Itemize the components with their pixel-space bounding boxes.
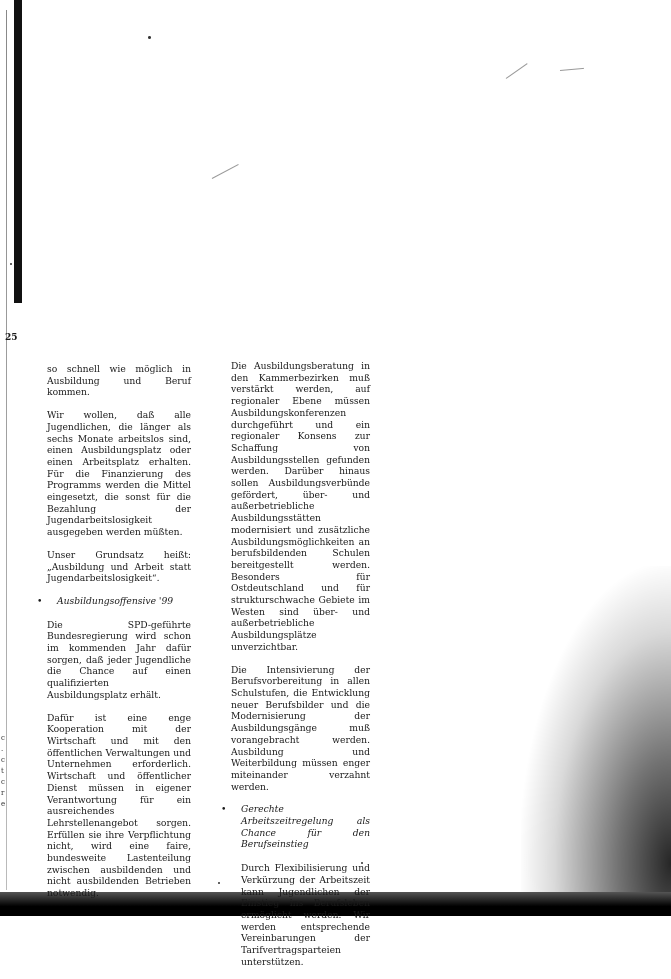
scan-scratch bbox=[212, 164, 239, 179]
paragraph: Durch Flexibilisierung und Verkürzung der Arbeitszeit kann Jugendlichen der Einstieg ins Berufsleben ermöglicht werden. Wir werden entsprechende Vereinbarungen der Tarifvertragsparteien unterstützen. bbox=[241, 863, 370, 968]
left-column bbox=[37, 364, 191, 911]
paragraph: so schnell wie möglich in Ausbildung und Beruf kommen. bbox=[47, 364, 191, 399]
scan-speck bbox=[218, 882, 220, 884]
right-column bbox=[221, 361, 370, 979]
scan-speck bbox=[10, 263, 12, 265]
binding-shadow bbox=[14, 0, 22, 303]
section-heading bbox=[221, 804, 370, 851]
scan-scratch bbox=[560, 68, 584, 71]
paragraph: Dafür ist eine enge Kooperation mit der Wirtschaft und mit den öffentlichen Verwaltungen und Unternehmen erforderlich. Wirtschaft und öffentlicher Dienst müssen in eigener Verantwortung für ein ausreichendes Lehrstellenangebot sorgen. Erfüllen sie ihre Verpflichtung nicht, wird eine faire, bundesweite Lastenteilung zwischen ausbildenden und nicht ausbildenden Betrieben notwendig. bbox=[47, 712, 191, 900]
section-heading-text: Gerechte Arbeitszeitregelung als Chance für den Berufseinstieg bbox=[241, 804, 370, 851]
paragraph: Die Ausbildungsberatung in den Kammerbezirken muß verstärkt werden, auf regionaler Ebene müssen Ausbildungskonferenzen durchgeführt und ein regionaler Konsens zur Schaffung von Ausbildungsstellen gefunden werden. Darüber hinaus sollen Ausbildungsverbünde gefördert, über- und außerbetriebliche Ausbildungsstätten modernisiert und zusätzliche Ausbildungsmöglichkeiten an berufsbildenden Schulen bereitgestellt werden. Besonders für Ostdeutschland und für strukturschwache Gebiete im Westen sind über- und außerbetriebliche Ausbildungsplätze unverzichtbar. bbox=[231, 361, 370, 653]
margin-marks: c . c t c r e bbox=[1, 734, 6, 808]
paragraph: Die SPD-geführte Bundesregierung wird schon im kommenden Jahr dafür sorgen, daß jeder Jugendliche die Chance auf einen qualifizierten Ausbildungsplatz erhält. bbox=[47, 619, 191, 701]
section-heading bbox=[37, 595, 191, 608]
section-heading-text: Ausbildungsoffensive '99 bbox=[57, 595, 174, 607]
scan-scratch bbox=[506, 63, 528, 79]
paragraph: Wir wollen, daß alle Jugendlichen, die länger als sechs Monate arbeitslos sind, einen Ausbildungsplatz oder einen Arbeitsplatz erhalten. Für die Finanzierung des Programms werden die Mittel eingesetzt, die sonst für die Bezahlung der Jugendarbeitslosigkeit ausgegeben werden müßten. bbox=[47, 410, 191, 539]
bullet-icon: • bbox=[37, 595, 43, 607]
paragraph: Die Intensivierung der Berufsvorbereitung in allen Schulstufen, die Entwicklung neuer Berufsbilder und die Modernisierung der Ausbildungsgänge muß vorangebracht werden. Ausbildung und Weiterbildung müssen enger miteinander verzahnt werden. bbox=[231, 664, 370, 793]
bullet-icon: • bbox=[221, 804, 227, 816]
scan-shadow bbox=[521, 566, 671, 896]
scan-speck bbox=[148, 36, 151, 39]
paragraph: Unser Grundsatz heißt: „Ausbildung und Arbeit statt Jugendarbeitslosigkeit“. bbox=[47, 549, 191, 585]
page-number: 25 bbox=[5, 333, 18, 343]
